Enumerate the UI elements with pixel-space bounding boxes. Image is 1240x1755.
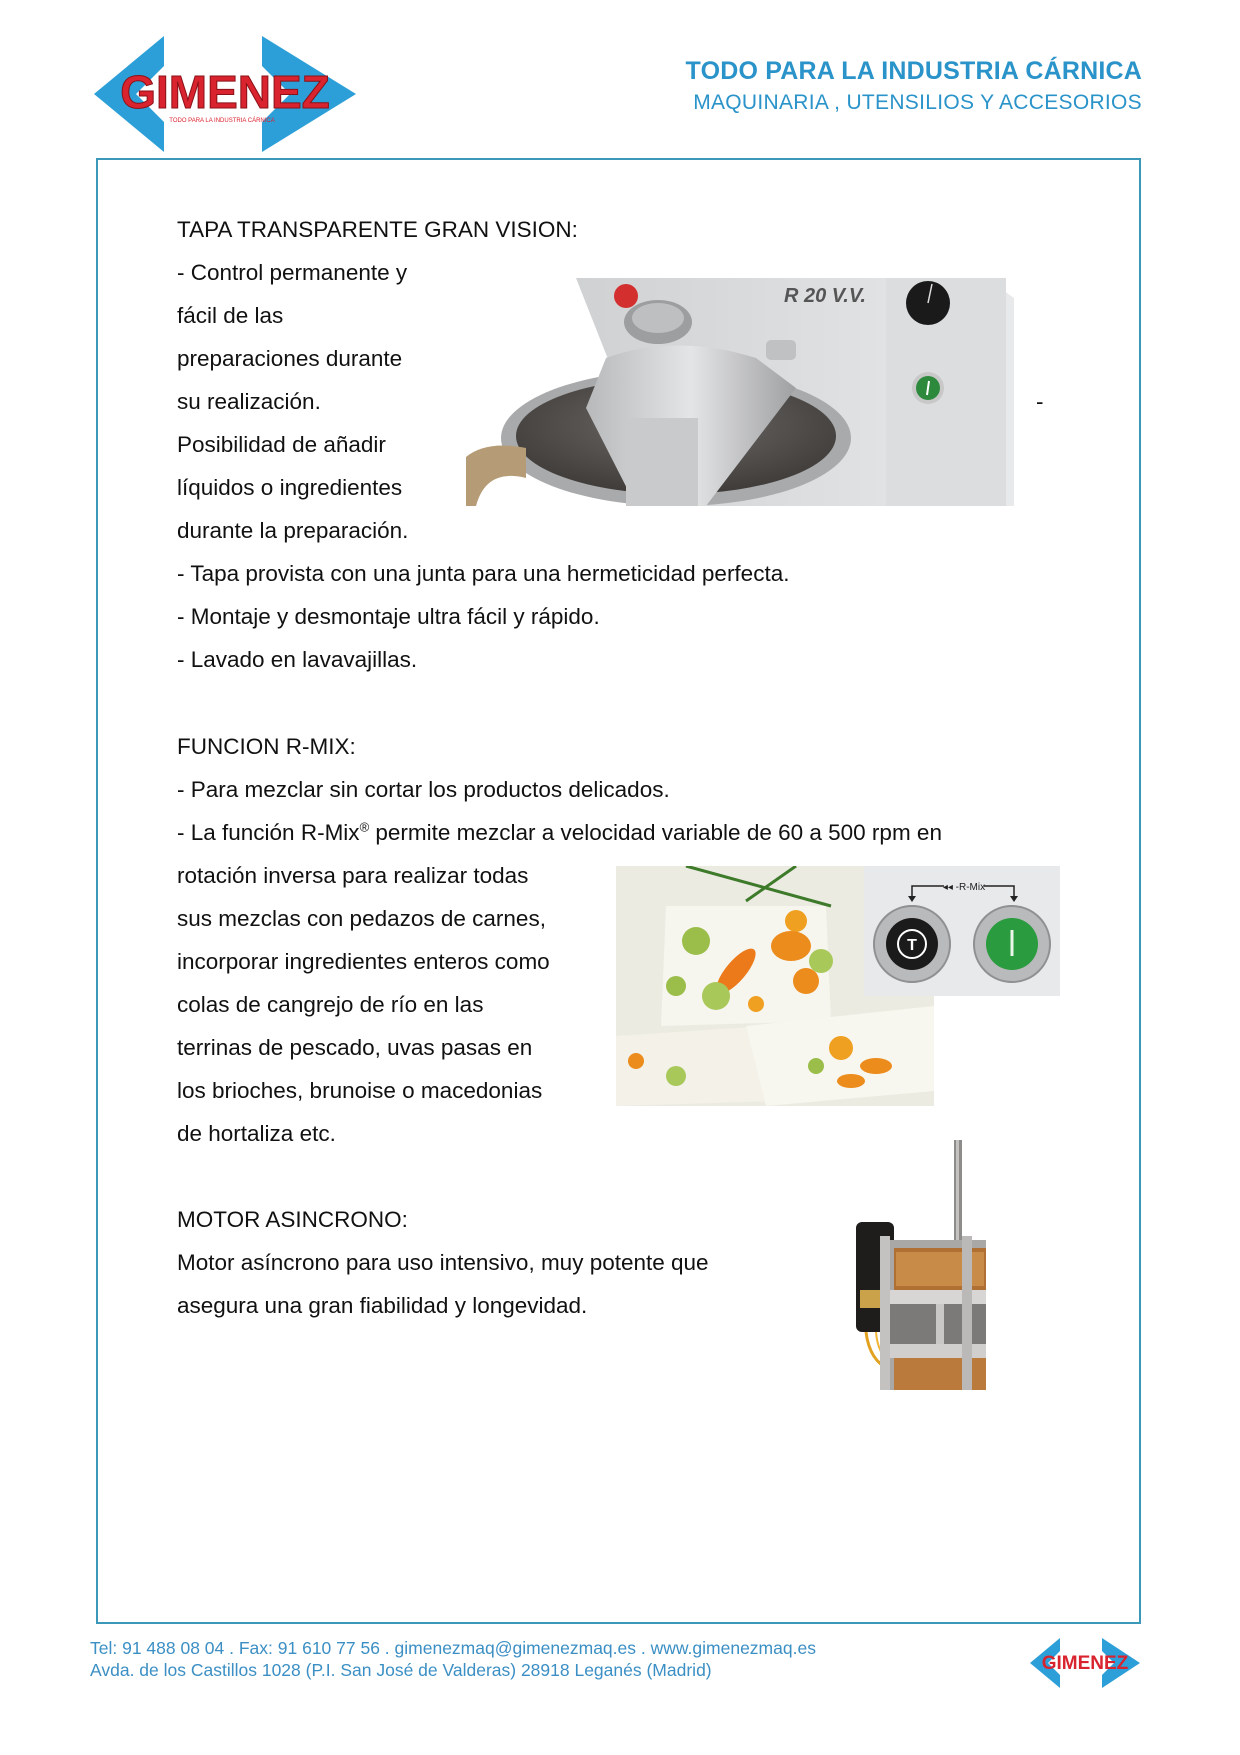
footer-contact-line: Tel: 91 488 08 04 . Fax: 91 610 77 56 . gimenezmaq@gimenezmaq.es . www.gimenezmaq.es: [90, 1638, 816, 1658]
rmix-line-pre: - La función R-Mix: [177, 820, 360, 845]
rmix-line: los brioches, brunoise o macedonias: [177, 1078, 543, 1103]
footer-contact: [90, 1637, 816, 1681]
svg-text:T: T: [907, 937, 917, 954]
tapa-line: - Montaje y desmontaje ultra fácil y rápido.: [177, 604, 600, 629]
lid-product-image: [466, 278, 1014, 506]
tapa-line: - Tapa provista con una junta para una hermeticidad perfecta.: [177, 561, 790, 586]
motor-image: [836, 1140, 986, 1390]
logo-subtext: TODO PARA LA INDUSTRIA CÁRNICA: [169, 118, 275, 124]
section-title-motor: MOTOR ASINCRONO:: [177, 1207, 408, 1232]
tapa-line: - Lavado en lavavajillas.: [177, 647, 418, 672]
rmix-line: sus mezclas con pedazos de carnes,: [177, 906, 546, 931]
model-label: R 20 V.V.: [784, 285, 866, 307]
rmix-line-rpm: [177, 811, 942, 854]
registered-mark: ®: [359, 819, 370, 835]
header-tagline: [686, 54, 1142, 118]
tapa-line: líquidos o ingredientes: [177, 475, 403, 500]
rmix-line: - Para mezclar sin cortar los productos delicados.: [177, 777, 670, 802]
footer-address-line: Avda. de los Castillos 1028 (P.I. San José de Valderas) 28918 Leganés (Madrid): [90, 1660, 712, 1680]
tagline-secondary: MAQUINARIA , UTENSILIOS Y ACCESORIOS: [693, 91, 1142, 114]
rmix-label: ◂◂ -R-Mix: [942, 882, 986, 893]
motor-line: asegura una gran fiabilidad y longevidad.: [177, 1293, 588, 1318]
tapa-line: - Control permanente y: [177, 260, 408, 285]
footer-logo: [1030, 1638, 1140, 1688]
stray-dash: -: [1036, 389, 1044, 414]
rmix-line: terrinas de pescado, uvas pasas en: [177, 1035, 533, 1060]
section-title-rmix: FUNCION R-MIX:: [177, 734, 356, 759]
rmix-line: rotación inversa para realizar todas: [177, 863, 529, 888]
tapa-line: preparaciones durante: [177, 346, 403, 371]
footer-logo-wordmark: GIMENEZ: [1041, 1653, 1129, 1674]
rmix-buttons-image: [864, 866, 1060, 996]
rmix-line: incorporar ingredientes enteros como: [177, 949, 550, 974]
rmix-line: colas de cangrejo de río en las: [177, 992, 484, 1017]
logo-wordmark: GIMENEZ: [120, 66, 330, 118]
rmix-line-post: permite mezclar a velocidad variable de 60 a 500 rpm en: [369, 820, 942, 845]
tagline-primary: TODO PARA LA INDUSTRIA CÁRNICA: [685, 57, 1142, 85]
company-logo: [94, 36, 356, 152]
motor-line: Motor asíncrono para uso intensivo, muy potente que: [177, 1250, 709, 1275]
tapa-line: Posibilidad de añadir: [177, 432, 386, 457]
tapa-line: su realización.: [177, 389, 321, 414]
tapa-line: durante la preparación.: [177, 518, 409, 543]
tapa-line: fácil de las: [177, 303, 284, 328]
rmix-line: de hortaliza etc.: [177, 1121, 336, 1146]
section-title-tapa: TAPA TRANSPARENTE GRAN VISION:: [177, 217, 578, 242]
